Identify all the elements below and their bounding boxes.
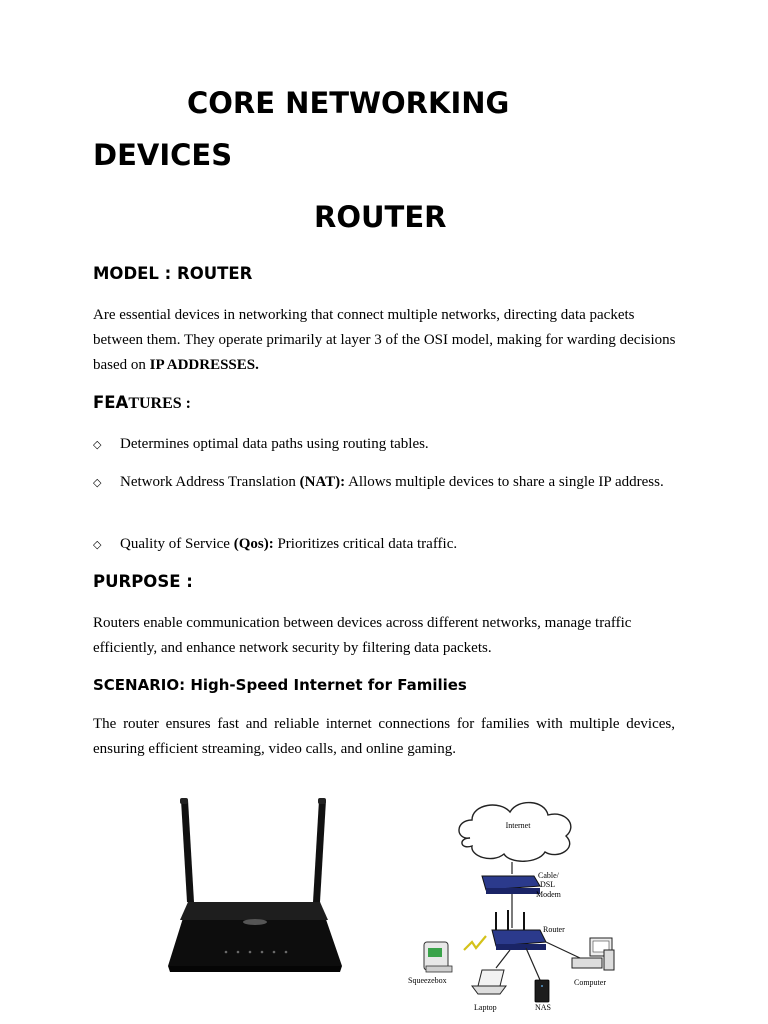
intro-text: Are essential devices in networking that connect multiple networks, directing data packets between them. They operate primarily at layer 3 of the OSI model, making for warding decisions based on bbox=[93, 307, 676, 373]
nas-label: NAS bbox=[535, 1003, 552, 1012]
diamond-bullet-icon: ◇ bbox=[93, 538, 102, 551]
laptop-label: Laptop bbox=[474, 1003, 497, 1012]
router-body-icon bbox=[168, 902, 342, 972]
network-diagram bbox=[400, 790, 640, 1020]
router-antenna-icon bbox=[180, 798, 194, 902]
modem-icon bbox=[482, 876, 540, 894]
feature-text: Network Address Translation (NAT): Allows multiple devices to share a single IP address. bbox=[120, 474, 664, 490]
squeezebox-label: Squeezebox bbox=[408, 976, 447, 985]
diamond-bullet-icon: ◇ bbox=[93, 438, 102, 451]
squeezebox-icon bbox=[424, 942, 452, 972]
feature-text: Quality of Service (Qos): Prioritizes critical data traffic. bbox=[120, 536, 458, 552]
purpose-paragraph: Routers enable communication between devices across different networks, manage traffic efficiently, and enhance network security by filtering data packets. bbox=[93, 615, 632, 656]
features-heading-part-b: TURES : bbox=[128, 395, 191, 412]
feature-text: Determines optimal data paths using routing tables. bbox=[120, 436, 429, 452]
scenario-heading: SCENARIO: High-Speed Internet for Families bbox=[93, 676, 467, 694]
computer-label: Computer bbox=[574, 978, 606, 987]
purpose-heading: PURPOSE : bbox=[93, 572, 193, 591]
wireless-bolt-icon bbox=[464, 936, 486, 950]
diamond-bullet-icon: ◇ bbox=[93, 476, 102, 489]
feature-item bbox=[93, 532, 683, 557]
nas-icon bbox=[535, 980, 549, 1002]
feature-item bbox=[93, 432, 683, 457]
router-label: Router bbox=[543, 925, 565, 934]
features-heading bbox=[93, 393, 191, 413]
model-heading: MODEL : ROUTER bbox=[93, 264, 253, 283]
modem-label: Cable/ DSL Modem bbox=[536, 871, 561, 899]
scenario-paragraph: The router ensures fast and reliable internet connections for families with multiple devices, ensuring efficient streaming, video calls, and online gaming. bbox=[93, 716, 675, 757]
computer-icon bbox=[572, 938, 614, 970]
features-heading-part-a: FEA bbox=[93, 393, 129, 412]
internet-cloud-icon bbox=[459, 803, 571, 862]
feature-item bbox=[93, 470, 683, 495]
laptop-icon bbox=[472, 970, 506, 994]
internet-label: Internet bbox=[505, 821, 531, 830]
intro-bold: IP ADDRESSES. bbox=[149, 357, 259, 373]
router-icon bbox=[492, 910, 546, 950]
intro-paragraph bbox=[93, 303, 683, 378]
title-line-1: CORE NETWORKING bbox=[187, 86, 510, 120]
title-router: ROUTER bbox=[314, 200, 447, 234]
router-antenna-icon bbox=[313, 798, 326, 902]
title-line-2: DEVICES bbox=[93, 138, 233, 172]
router-photo bbox=[150, 790, 370, 990]
